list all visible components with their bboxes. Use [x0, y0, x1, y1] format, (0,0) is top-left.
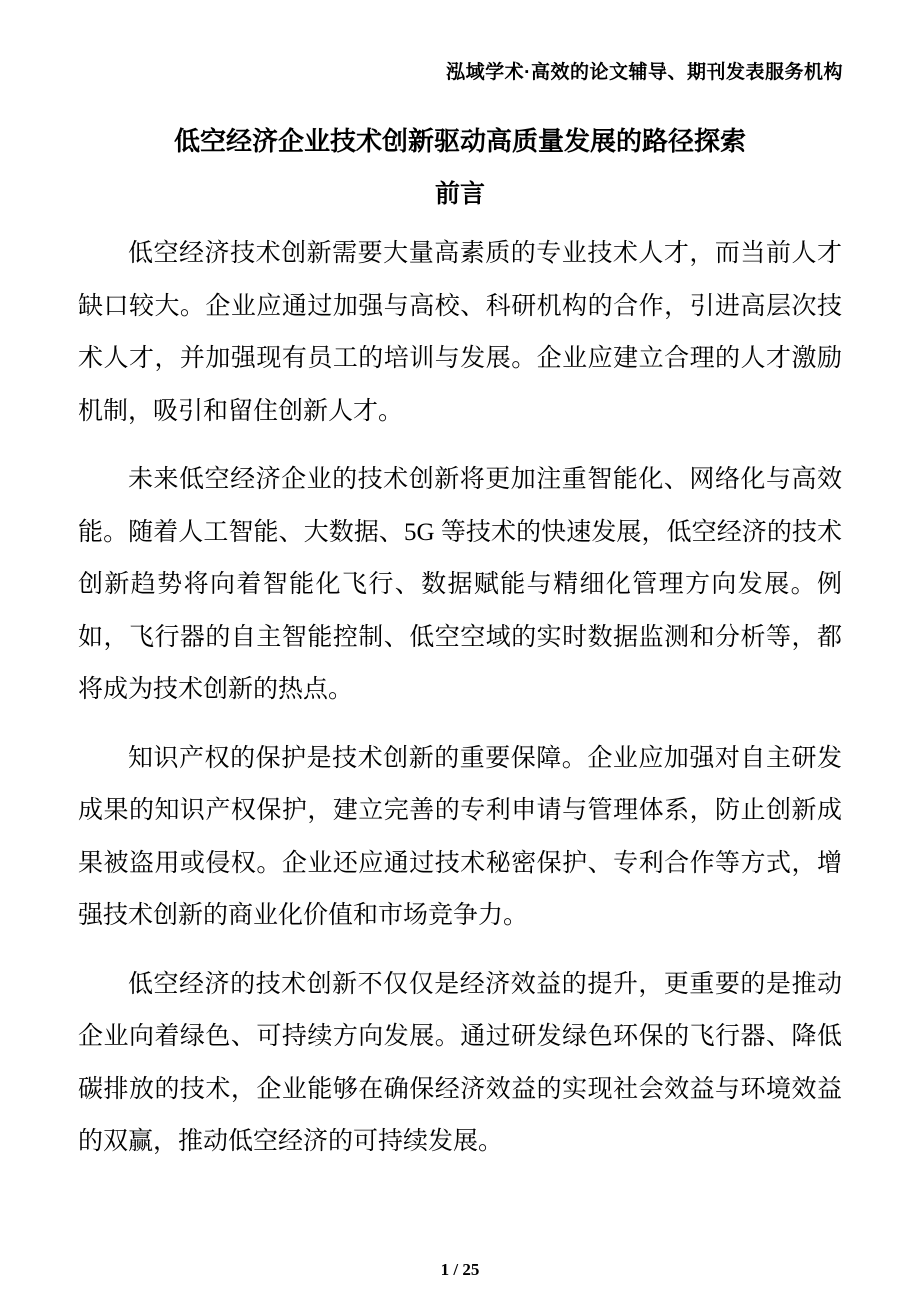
- paragraph: 知识产权的保护是技术创新的重要保障。企业应加强对自主研发成果的知识产权保护，建立完善的专利申请与管理体系，防止创新成果被盗用或侵权。企业还应通过技术秘密保护、专利合作等方式，增强技术创新的商业化价值和市场竞争力。: [78, 744, 842, 929]
- page-title: 低空经济企业技术创新驱动高质量发展的路径探索: [173, 126, 746, 156]
- paragraph: 低空经济技术创新需要大量高素质的专业技术人才，而当前人才缺口较大。企业应通过加强与高校、科研机构的合作，引进高层次技术人才，并加强现有员工的培训与发展。企业应建立合理的人才激励机制，吸引和留住创新人才。: [78, 240, 842, 425]
- paragraph: 低空经济的技术创新不仅仅是经济效益的提升，更重要的是推动企业向着绿色、可持续方向发展。通过研发绿色环保的飞行器、降低碳排放的技术，企业能够在确保经济效益的实现社会效益与环境效益的双赢，推动低空经济的可持续发展。: [78, 970, 842, 1155]
- page-number: 1 / 25: [440, 1260, 480, 1279]
- brand-header: 泓域学术·高效的论文辅导、期刊发表服务机构: [446, 62, 843, 83]
- document-body: [78, 228, 842, 1185]
- section-heading: 前言: [434, 180, 485, 208]
- paragraph: 未来低空经济企业的技术创新将更加注重智能化、网络化与高效能。随着人工智能、大数据、5G 等技术的快速发展，低空经济的技术创新趋势将向着智能化飞行、数据赋能与精细化管理方向发展。例如，飞行器的自主智能控制、低空空域的实时数据监测和分析等，都将成为技术创新的热点。: [78, 466, 842, 703]
